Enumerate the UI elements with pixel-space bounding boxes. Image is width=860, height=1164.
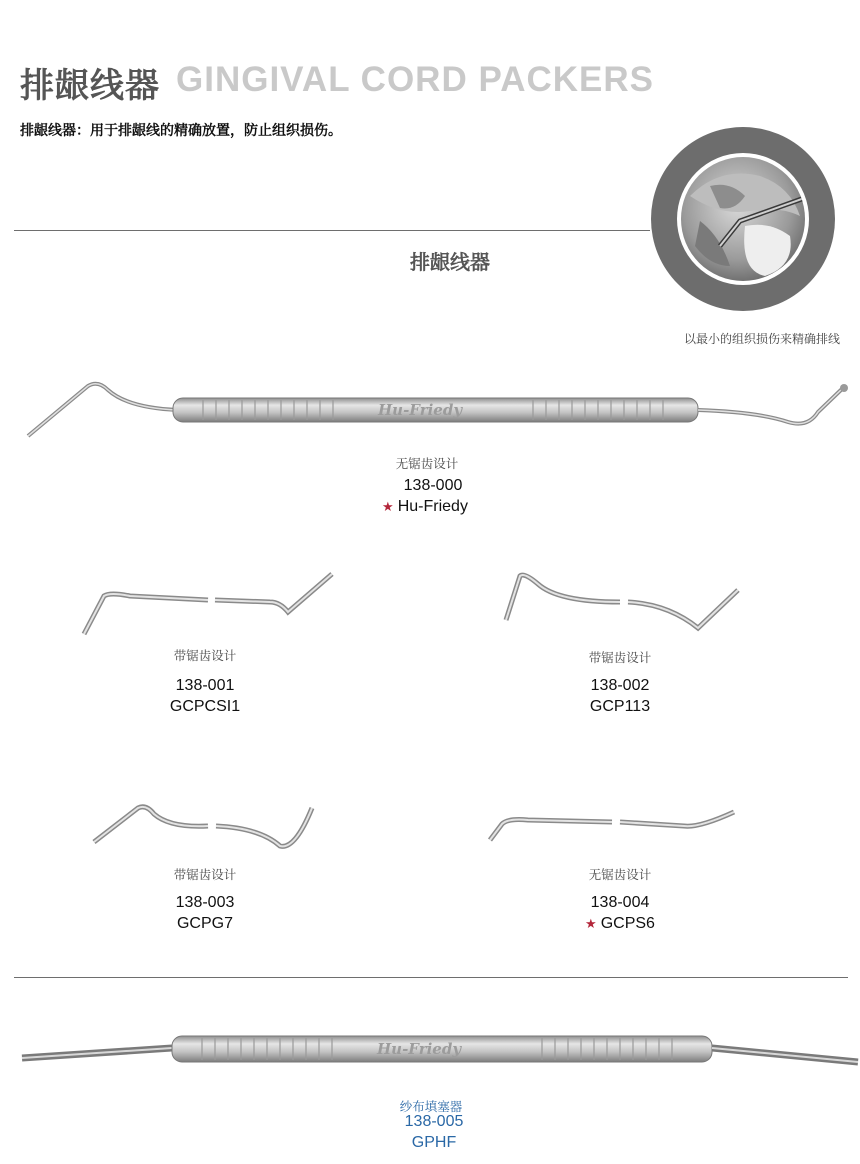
- product-code: GPHF: [411, 1134, 457, 1151]
- product-desc: 纱布填塞器: [399, 1099, 463, 1114]
- divider-bottom: [14, 977, 848, 978]
- divider-top: [14, 230, 650, 231]
- page-title-en: GINGIVAL CORD PACKERS: [176, 60, 654, 99]
- product-code: GCP113: [589, 698, 651, 715]
- product-number: 138-000: [403, 477, 463, 494]
- product-desc: 无锯齿设计: [588, 867, 652, 882]
- product-code: GCPCSI1: [169, 698, 241, 715]
- product-desc: 带锯齿设计: [588, 650, 652, 665]
- product-code: ★ GCPS6: [585, 915, 655, 932]
- instrument-138-000-image: [18, 378, 854, 448]
- handle-brand-text: Hu-Friedy: [378, 401, 463, 419]
- star-icon: ★: [585, 916, 597, 931]
- product-desc: 带锯齿设计: [173, 867, 237, 882]
- handle-brand-text: Hu-Friedy: [377, 1040, 462, 1058]
- star-icon: ★: [382, 499, 394, 514]
- section-heading: 排龈线器: [410, 250, 490, 274]
- product-desc: 无锯齿设计: [395, 456, 459, 471]
- product-code: ★ Hu-Friedy: [382, 498, 468, 515]
- clinical-photo: [650, 126, 836, 312]
- product-number: 138-005: [404, 1113, 464, 1130]
- intro-text: 排龈线器：用于排龈线的精确放置，防止组织损伤。: [20, 123, 342, 139]
- instrument-138-004-image: [484, 800, 744, 856]
- product-desc: 带锯齿设计: [173, 648, 237, 663]
- instrument-138-003-image: [90, 798, 330, 858]
- product-number: 138-003: [175, 894, 235, 911]
- instrument-138-002-image: [498, 568, 748, 640]
- product-number: 138-001: [175, 677, 235, 694]
- photo-caption: 以最小的组织损伤来精确排线: [683, 332, 840, 346]
- product-code: GCPG7: [176, 915, 233, 932]
- product-number: 138-002: [590, 677, 650, 694]
- instrument-138-005-image: [22, 1028, 858, 1076]
- page-title-cn: 排龈线器: [20, 66, 160, 106]
- product-number: 138-004: [590, 894, 650, 911]
- instrument-138-001-image: [80, 568, 340, 640]
